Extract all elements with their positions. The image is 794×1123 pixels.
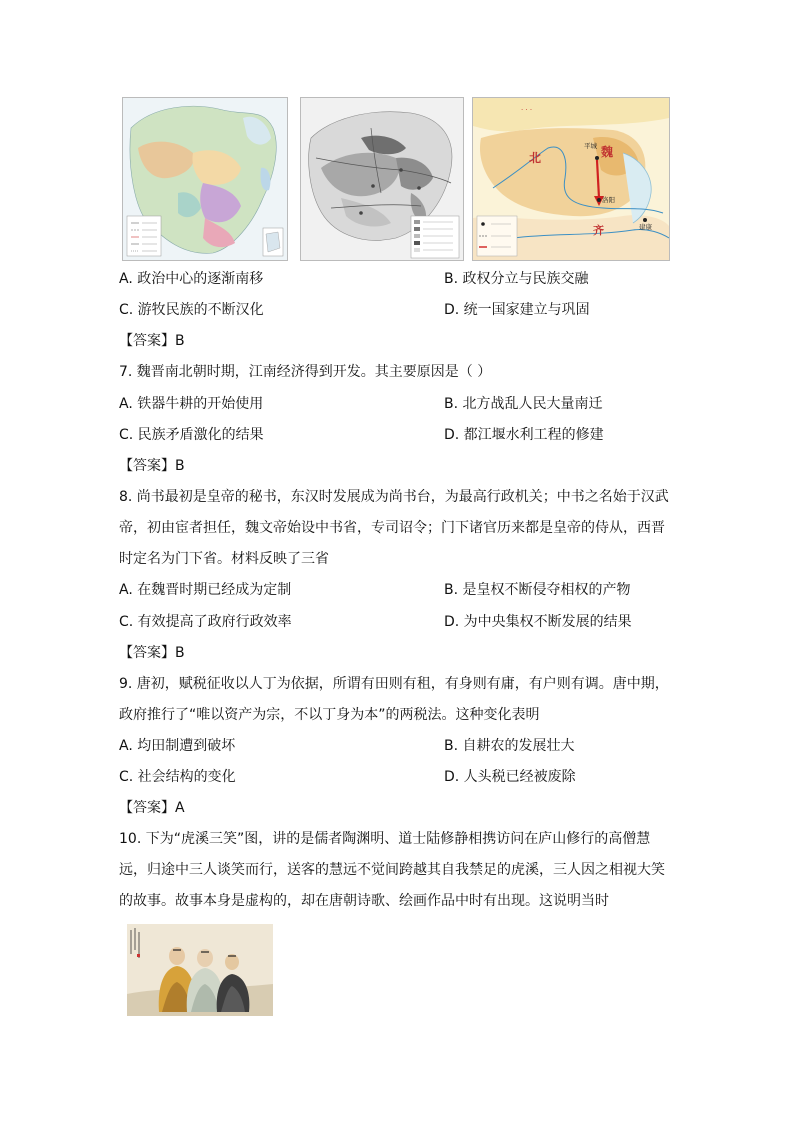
map-label-wei: 魏 <box>601 145 614 159</box>
three-laughs-painting <box>127 924 273 1016</box>
q9-option-d: D. 人头税已经被废除 <box>444 769 576 785</box>
map-label-luoyang: 洛阳 <box>602 196 615 204</box>
q8-option-b: B. 是皇权不断侵夺相权的产物 <box>444 582 631 598</box>
map-2-grayscale <box>300 97 464 261</box>
q8-option-c: C. 有效提高了政府行政效率 <box>119 614 292 630</box>
q6-option-b: B. 政权分立与民族交融 <box>444 271 589 287</box>
map-label-north: 北 <box>529 151 542 165</box>
q6-option-c: C. 游牧民族的不断汉化 <box>119 302 264 318</box>
map-figures <box>122 97 670 261</box>
q6-answer: 【答案】B <box>119 333 185 349</box>
q7-option-a: A. 铁器牛耕的开始使用 <box>119 396 264 412</box>
q9-option-b: B. 自耕农的发展壮大 <box>444 738 575 754</box>
q9-answer: 【答案】A <box>119 800 185 816</box>
q8-answer: 【答案】B <box>119 645 185 661</box>
q10-stem-line-2: 远，归途中三人谈笑而行，送客的慧远不觉间跨越其自我禁足的虎溪，三人因之相视大笑 <box>119 862 665 878</box>
q9-option-a: A. 均田制遭到破坏 <box>119 738 236 754</box>
svg-text:· · ·: · · · <box>521 106 533 114</box>
q6-option-a: A. 政治中心的逐渐南移 <box>119 271 264 287</box>
q8-stem-line-1: 8. 尚书最初是皇帝的秘书，东汉时发展成为尚书台，为最高行政机关；中书之名始于汉武 <box>119 489 669 505</box>
q8-option-d: D. 为中央集权不断发展的结果 <box>444 614 632 630</box>
q7-option-b: B. 北方战乱人民大量南迁 <box>444 396 603 412</box>
q9-stem-line-1: 9. 唐初，赋税征收以人丁为依据，所谓有田则有租，有身则有庸，有户则有调。唐中期， <box>119 676 669 692</box>
q8-stem-line-2: 帝，初由宦者担任，魏文帝始设中书省，专司诏令；门下诸官历来都是皇帝的侍从，西晋 <box>119 520 665 536</box>
q7-stem: 7. 魏晋南北朝时期，江南经济得到开发。其主要原因是（ ） <box>119 364 492 380</box>
map-1-territories <box>122 97 288 261</box>
map-label-qi: 齐 <box>593 224 604 237</box>
q8-option-a: A. 在魏晋时期已经成为定制 <box>119 582 292 598</box>
map-label-pingcheng: 平城 <box>584 142 597 150</box>
map-3-northern-wei <box>472 97 670 261</box>
q6-option-d: D. 统一国家建立与巩固 <box>444 302 590 318</box>
q7-answer: 【答案】B <box>119 458 185 474</box>
q10-stem-line-1: 10. 下为“虎溪三笑”图，讲的是儒者陶渊明、道士陆修静相携访问在庐山修行的高僧慧 <box>119 831 651 847</box>
q9-stem-line-2: 政府推行了“唯以资产为宗，不以丁身为本”的两税法。这种变化表明 <box>119 707 540 723</box>
q7-option-d: D. 都江堰水利工程的修建 <box>444 427 604 443</box>
q7-option-c: C. 民族矛盾激化的结果 <box>119 427 264 443</box>
q9-option-c: C. 社会结构的变化 <box>119 769 236 785</box>
map-label-jiankang: 建康 <box>639 223 652 231</box>
q10-stem-line-3: 的故事。故事本身是虚构的，却在唐朝诗歌、绘画作品中时有出现。这说明当时 <box>119 893 609 909</box>
q8-stem-line-3: 时定名为门下省。材料反映了三省 <box>119 551 329 567</box>
